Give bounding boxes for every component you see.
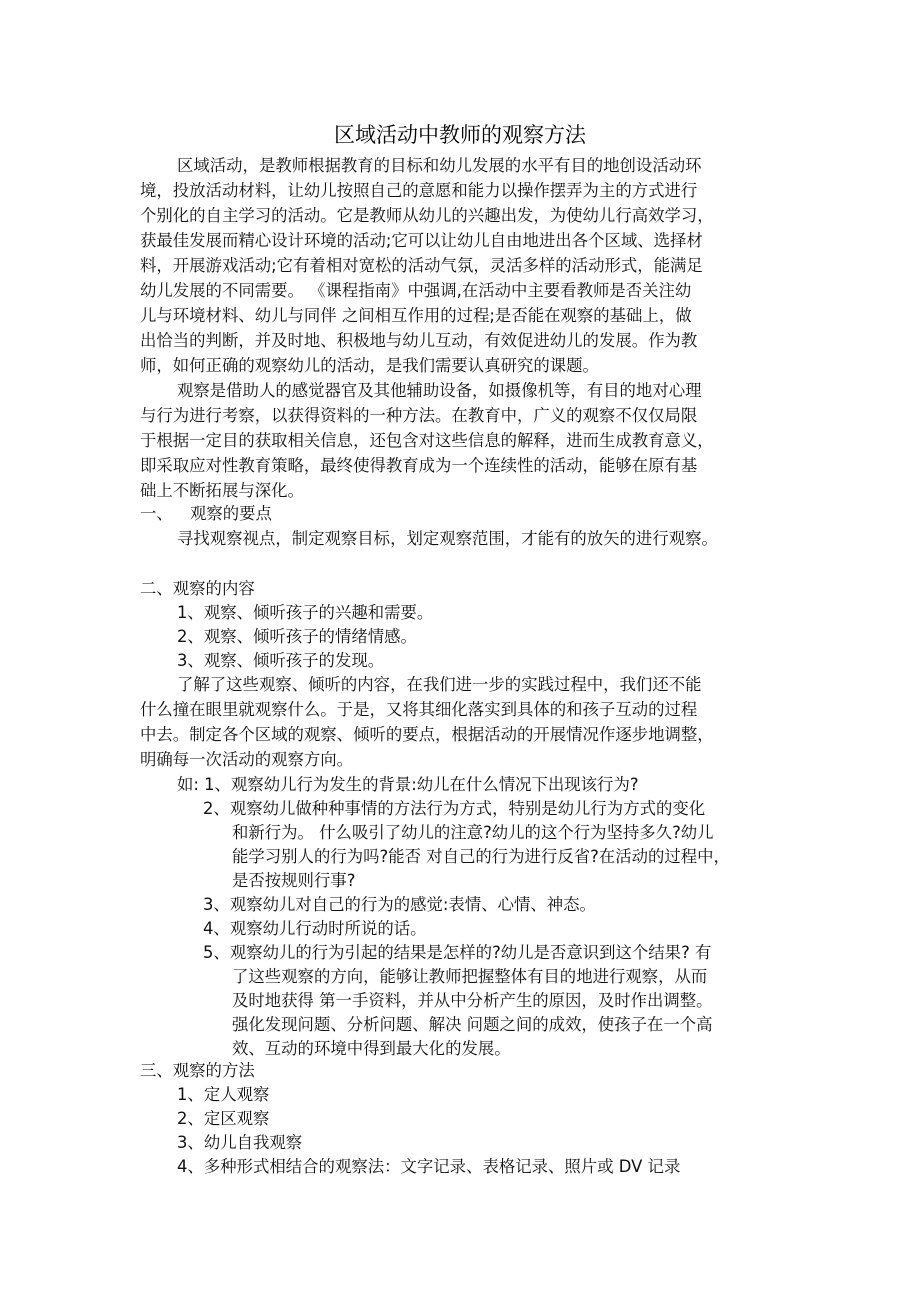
example-line: 能学习别人的行为吗?能否 对自己的行为进行反省?在活动的过程中， bbox=[232, 847, 730, 866]
definition-line: 与行为进行考察，以获得资料的一种方法。在教育中，广义的观察不仅仅局限 bbox=[140, 406, 698, 425]
section2-item: 3、观察、倾听孩子的发现。 bbox=[177, 651, 385, 670]
definition-line: 即采取应对性教育策略，最终使得教育成为一个连续性的活动，能够在原有基 bbox=[140, 456, 698, 475]
section2-item: 1、观察、倾听孩子的兴趣和需要。 bbox=[177, 603, 434, 622]
example-line: 3、观察幼儿对自己的行为的感觉:表情、心情、神态。 bbox=[203, 895, 596, 914]
section2-heading: 二、观察的内容 bbox=[140, 579, 255, 598]
intro-line: 境，投放活动材料，让幼儿按照自己的意愿和能力以操作摆弄为主的方式进行 bbox=[140, 181, 698, 200]
section2-paragraph-line: 了解了这些观察、倾听的内容，在我们进一步的实践过程中，我们还不能 bbox=[177, 675, 702, 694]
definition-line: 础上不断拓展与深化。 bbox=[140, 481, 304, 500]
intro-line: 儿与环境材料、幼儿与同伴 之间相互作用的过程;是否能在观察的基础上，做 bbox=[140, 306, 692, 325]
definition-line: 于根据一定目的获取相关信息，还包含对这些信息的解释，进而生成教育意义， bbox=[140, 431, 714, 450]
section2-paragraph-line: 明确每一次活动的观察方向。 bbox=[140, 750, 354, 769]
intro-line: 师，如何正确的观察幼儿的活动，是我们需要认真研究的课题。 bbox=[140, 356, 599, 375]
section1-body: 寻找观察视点，制定观察目标，划定观察范围，才能有的放矢的进行观察。 bbox=[177, 529, 718, 548]
example-line: 如: 1、观察幼儿行为发生的背景:幼儿在什么情况下出现该行为? bbox=[177, 775, 639, 794]
section2-paragraph-line: 中去。制定各个区域的观察、倾听的要点，根据活动的开展情况作逐步地调整， bbox=[140, 725, 714, 744]
example-line: 强化发现问题、分析问题、解决 问题之间的成效，使孩子在一个高 bbox=[232, 1015, 713, 1034]
intro-line: 出恰当的判断，并及时地、积极地与幼儿互动，有效促进幼儿的发展。作为教 bbox=[140, 331, 698, 350]
section1-number: 一、 bbox=[140, 504, 173, 523]
example-line: 效、互动的环境中得到最大化的发展。 bbox=[232, 1039, 511, 1058]
intro-line: 区域活动，是教师根据教育的目标和幼儿发展的水平有目的地创设活动环 bbox=[177, 156, 702, 175]
example-line: 和新行为。 什么吸引了幼儿的注意?幼儿的这个行为坚持多久?幼儿 bbox=[232, 823, 714, 842]
example-line: 4、观察幼儿行动时所说的话。 bbox=[203, 919, 427, 938]
example-line: 了这些观察的方向，能够让教师把握整体有目的地进行观察，从而 bbox=[232, 967, 708, 986]
section3-item: 2、定区观察 bbox=[177, 1109, 270, 1128]
example-line: 是否按规则行事? bbox=[232, 871, 356, 890]
section2-item: 2、观察、倾听孩子的情绪情感。 bbox=[177, 627, 417, 646]
definition-line: 观察是借助人的感觉器官及其他辅助设备，如摄像机等，有目的地对心理 bbox=[177, 381, 702, 400]
section1-heading: 观察的要点 bbox=[190, 504, 272, 523]
intro-line: 幼儿发展的不同需要。 《课程指南》中强调,在活动中主要看教师是否关注幼 bbox=[140, 281, 692, 300]
example-line: 及时地获得 第一手资料，并从中分析产生的原因，及时作出调整。 bbox=[232, 991, 713, 1010]
section3-item: 3、幼儿自我观察 bbox=[177, 1133, 303, 1152]
example-line: 2、观察幼儿做种种事情的方法行为方式，特别是幼儿行为方式的变化 bbox=[203, 799, 706, 818]
section2-paragraph-line: 什么撞在眼里就观察什么。于是，又将其细化落实到具体的和孩子互动的过程 bbox=[140, 700, 698, 719]
section3-heading: 三、观察的方法 bbox=[140, 1061, 255, 1080]
intro-line: 获最佳发展而精心设计环境的活动;它可以让幼儿自由地进出各个区域、选择材 bbox=[140, 231, 703, 250]
intro-line: 个别化的自主学习的活动。它是教师从幼儿的兴趣出发，为使幼儿行高效学习， bbox=[140, 206, 714, 225]
section3-item: 1、定人观察 bbox=[177, 1085, 270, 1104]
document-title: 区域活动中教师的观察方法 bbox=[334, 123, 586, 147]
intro-line: 料，开展游戏活动;它有着相对宽松的活动气氛，灵活多样的活动形式，能满足 bbox=[140, 256, 703, 275]
section3-item: 4、多种形式相结合的观察法：文字记录、表格记录、照片或 DV 记录 bbox=[177, 1157, 681, 1176]
example-line: 5、观察幼儿的行为引起的结果是怎样的?幼儿是否意识到这个结果? 有 bbox=[203, 943, 712, 962]
